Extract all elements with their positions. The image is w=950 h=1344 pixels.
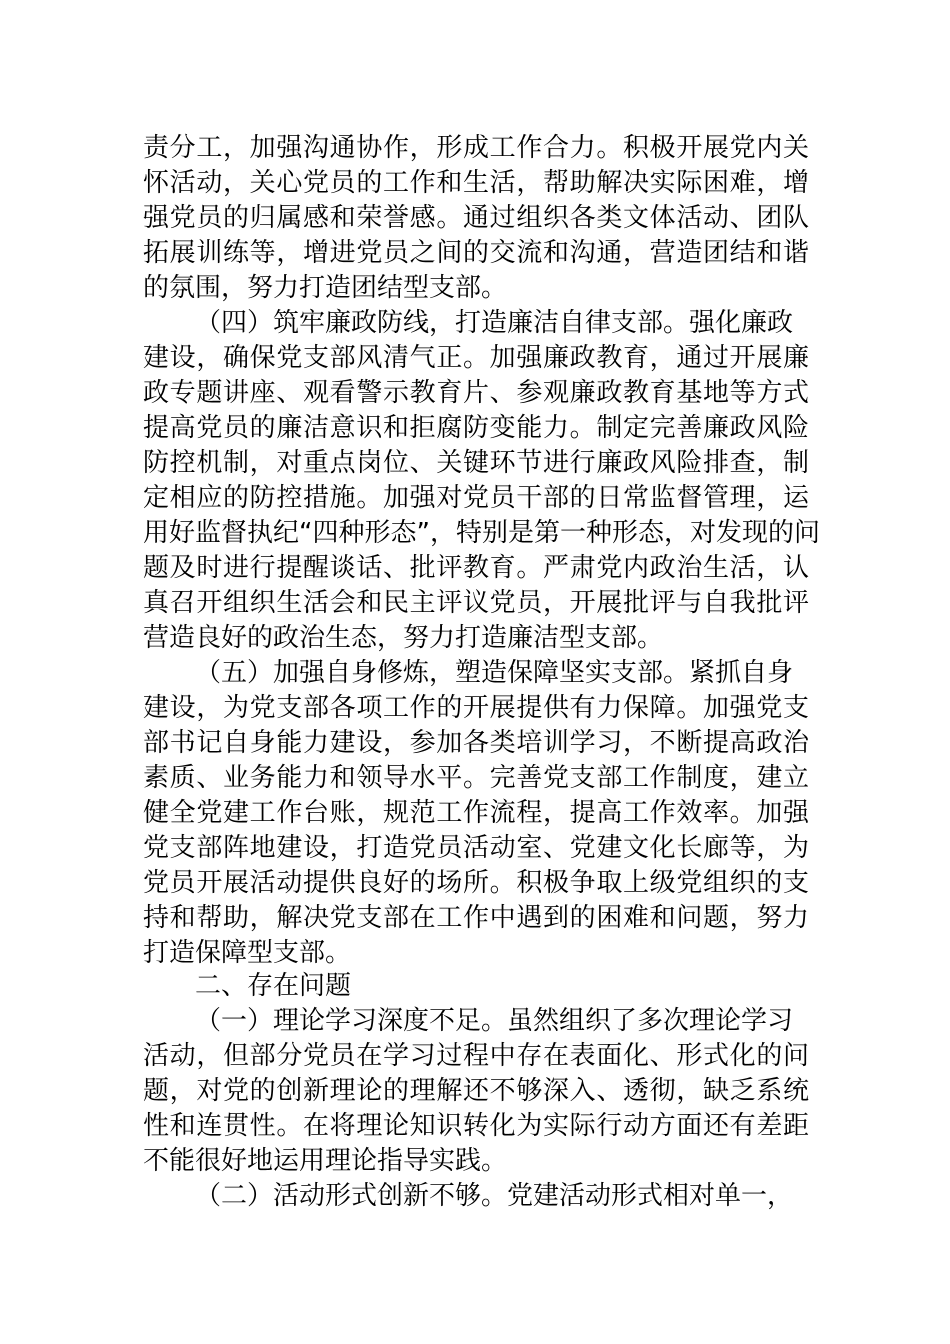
body-text-line: 强党员的归属感和荣誉感。通过组织各类文体活动、团队 bbox=[143, 203, 809, 233]
section-heading-line: （一）理论学习深度不足。虽然组织了多次理论学习 bbox=[195, 1006, 794, 1036]
body-text-line: 健全党建工作台账，规范工作流程，提高工作效率。加强 bbox=[143, 798, 809, 828]
body-text-line: 题，对党的创新理论的理解还不够深入、透彻，缺乏系统 bbox=[143, 1076, 809, 1106]
body-text-line: 打造保障型支部。 bbox=[143, 938, 352, 968]
body-text-line: 性和连贯性。在将理论知识转化为实际行动方面还有差距 bbox=[143, 1111, 809, 1141]
body-text-line: 真召开组织生活会和民主评议党员，开展批评与自我批评 bbox=[143, 588, 809, 618]
body-text-line: 营造良好的政治生态，努力打造廉洁型支部。 bbox=[143, 623, 664, 653]
body-text-line: 用好监督执纪“四种形态”，特别是第一种形态，对发现的问 bbox=[143, 518, 820, 548]
body-text-line: 怀活动，关心党员的工作和生活，帮助解决实际困难，增 bbox=[143, 168, 809, 198]
body-text-line: 定相应的防控措施。加强对党员干部的日常监督管理，运 bbox=[143, 483, 809, 513]
body-text-line: 的氛围，努力打造团结型支部。 bbox=[143, 273, 508, 303]
section-heading-line: （五）加强自身修炼，塑造保障坚实支部。紧抓自身 bbox=[195, 658, 794, 688]
chapter-heading-line: 二、存在问题 bbox=[195, 971, 352, 1001]
body-text-line: 防控机制，对重点岗位、关键环节进行廉政风险排查，制 bbox=[143, 448, 809, 478]
body-text-line: 持和帮助，解决党支部在工作中遇到的困难和问题，努力 bbox=[143, 903, 809, 933]
body-text-line: 党支部阵地建设，打造党员活动室、党建文化长廊等，为 bbox=[143, 833, 809, 863]
body-text-line: 素质、业务能力和领导水平。完善党支部工作制度，建立 bbox=[143, 763, 809, 793]
body-text-line: 政专题讲座、观看警示教育片、参观廉政教育基地等方式 bbox=[143, 378, 809, 408]
body-text-line: 责分工，加强沟通协作，形成工作合力。积极开展党内关 bbox=[143, 133, 809, 163]
body-text-line: 活动，但部分党员在学习过程中存在表面化、形式化的问 bbox=[143, 1041, 809, 1071]
body-text-line: 题及时进行提醒谈话、批评教育。严肃党内政治生活，认 bbox=[143, 553, 809, 583]
body-text-line: 部书记自身能力建设，参加各类培训学习，不断提高政治 bbox=[143, 728, 809, 758]
body-text-line: 党员开展活动提供良好的场所。积极争取上级党组织的支 bbox=[143, 868, 809, 898]
section-heading-line: （二）活动形式创新不够。党建活动形式相对单一， bbox=[195, 1181, 794, 1211]
body-text-line: 不能很好地运用理论指导实践。 bbox=[143, 1146, 508, 1176]
body-text-line: 建设，为党支部各项工作的开展提供有力保障。加强党支 bbox=[143, 693, 809, 723]
body-text-line: 拓展训练等，增进党员之间的交流和沟通，营造团结和谐 bbox=[143, 238, 809, 268]
body-text-line: 提高党员的廉洁意识和拒腐防变能力。制定完善廉政风险 bbox=[143, 413, 809, 443]
body-text-line: 建设，确保党支部风清气正。加强廉政教育，通过开展廉 bbox=[143, 343, 809, 373]
section-heading-line: （四）筑牢廉政防线，打造廉洁自律支部。强化廉政 bbox=[195, 308, 794, 338]
